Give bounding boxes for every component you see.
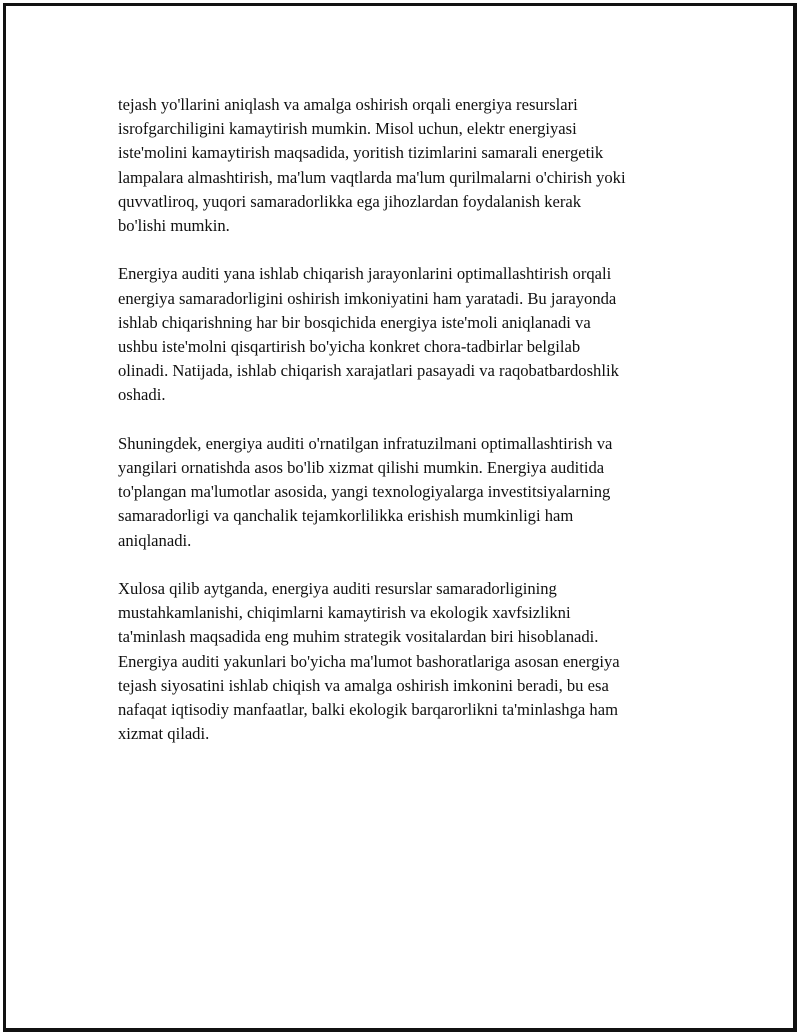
text-line: yangilari ornatishda asos bo'lib xizmat qilishi mumkin. Energiya auditida: [118, 458, 605, 478]
text-line: nafaqat iqtisodiy manfaatlar, balki ekologik barqarorlikni ta'minlashga ham: [118, 700, 618, 720]
text-line: bo'lishi mumkin.: [118, 216, 230, 236]
text-line: energiya samaradorligini oshirish imkoniyatini ham yaratadi. Bu jarayonda: [118, 288, 617, 308]
paragraph-2: [118, 262, 688, 407]
text-line: xizmat qiladi.: [118, 724, 210, 744]
paragraph-4: [118, 577, 688, 746]
text-line: quvvatliroq, yuqori samaradorlikka ega jihozlardan foydalanish kerak: [118, 191, 582, 211]
text-line: aniqlanadi.: [118, 530, 192, 550]
paragraph-3: [118, 432, 688, 553]
text-line: ushbu iste'molni qisqartirish bo'yicha konkret chora-tadbirlar belgilab: [118, 337, 581, 357]
text-line: Xulosa qilib aytganda, energiya auditi resurslar samaradorligining: [118, 579, 557, 599]
text-line: mustahkamlanishi, chiqimlarni kamaytirish va ekologik xavfsizlikni: [118, 603, 571, 623]
text-line: Energiya auditi yakunlari bo'yicha ma'lumot bashoratlariga asosan energiya: [118, 651, 620, 671]
paragraph-1: [118, 93, 688, 238]
text-line: samaradorligi va qanchalik tejamkorlilikka erishish mumkinligi ham: [118, 506, 574, 526]
text-line: oshadi.: [118, 385, 166, 405]
text-line: ta'minlash maqsadida eng muhim strategik vositalardan biri hisoblanadi.: [118, 627, 599, 647]
text-line: ishlab chiqarishning har bir bosqichida energiya iste'moli aniqlanadi va: [118, 312, 591, 332]
document-body: [118, 93, 688, 771]
text-line: isrofgarchiligini kamaytirish mumkin. Misol uchun, elektr energiyasi: [118, 119, 577, 139]
text-line: Shuningdek, energiya auditi o'rnatilgan infratuzilmani optimallashtirish va: [118, 433, 613, 453]
text-line: lampalara almashtirish, ma'lum vaqtlarda ma'lum qurilmalarni o'chirish yoki: [118, 167, 626, 187]
text-line: to'plangan ma'lumotlar asosida, yangi texnologiyalarga investitsiyalarning: [118, 482, 611, 502]
text-line: tejash yo'llarini aniqlash va amalga oshirish orqali energiya resurslari: [118, 95, 578, 114]
text-line: olinadi. Natijada, ishlab chiqarish xarajatlari pasayadi va raqobatbardoshlik: [118, 361, 619, 381]
text-line: Energiya auditi yana ishlab chiqarish jarayonlarini optimallashtirish orqali: [118, 264, 612, 284]
text-line: iste'molini kamaytirish maqsadida, yoritish tizimlarini samarali energetik: [118, 143, 604, 163]
text-line: tejash siyosatini ishlab chiqish va amalga oshirish imkonini beradi, bu esa: [118, 675, 609, 695]
